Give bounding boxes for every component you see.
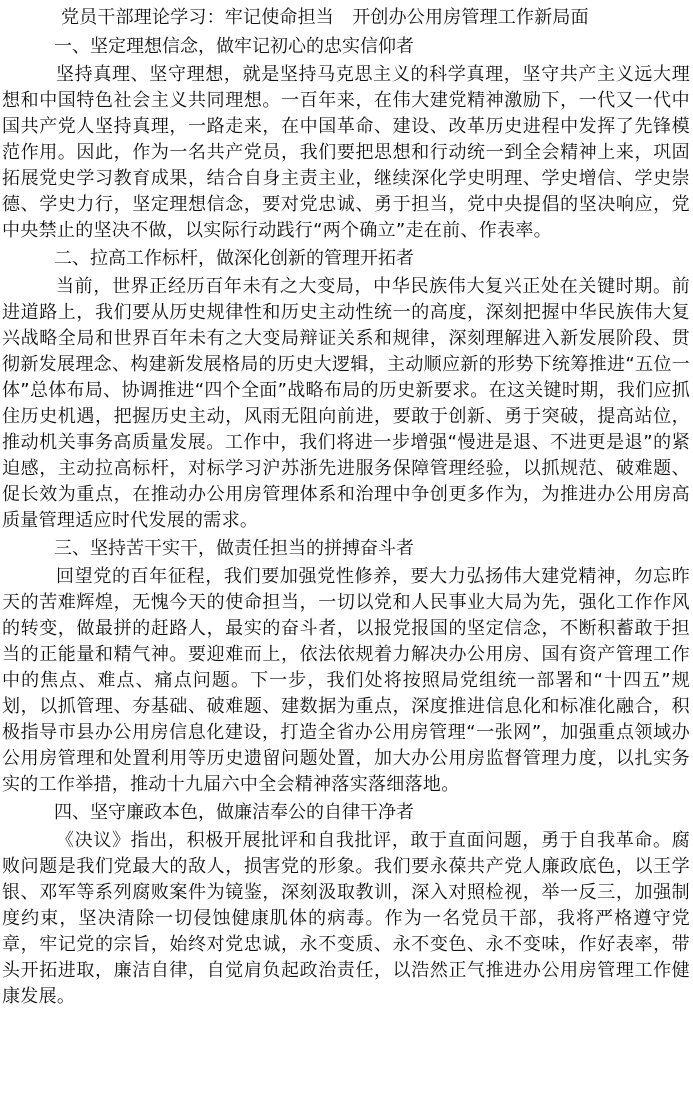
section-heading: 一、坚定理想信念，做牢记初心的忠实信仰者: [54, 36, 414, 57]
section-paragraph: 回望党的百年征程，我们要加强党性修养，要大力弘扬伟大建党精神，勿忘昨天的苦难辉煌，无愧今天的使命担当，一切以党和人民事业大局为先，强化工作作风的转变，做最拼的赶路人，最实的奋斗者，以报党报国的坚定信念，不断积蓄敢于担当的正能量和精气神。要迎难而上，依法依规着力解决办公用房、国有资产管理工作中的焦点、难点、痛点问题。下一步，我们处将按照局党组统一部署和“十四五”规划，以抓管理、夯基础、破难题、建数据为重点，深度推进信息化和标准化融合，积极指导市县办公用房信息化建设，打造全省办公用房管理“一张网”，加强重点领域办公用房管理和处置利用等历史遗留问题处置，加大办公用房监督管理力度，以扎实务实的工作举措，推动十九届六中全会精神落实落细落地。: [2, 566, 690, 795]
section-heading: 三、坚持苦干实干，做责任担当的拼搏奋斗者: [54, 538, 414, 559]
section-heading: 二、拉高工作标杆，做深化创新的管理开拓者: [54, 248, 414, 269]
section-3: [2, 534, 690, 798]
section-4: [2, 798, 690, 1010]
document: [2, 4, 690, 1010]
section-2: [2, 244, 690, 534]
section-paragraph: 当前，世界正经历百年未有之大变局，中华民族伟大复兴正处在关键时期。前进道路上，我们要从历史规律性和历史主动性统一的高度，深刻把握中华民族伟大复兴战略全局和世界百年未有之大变局辩证关系和规律，深刻理解进入新发展阶段、贯彻新发展理念、构建新发展格局的历史大逻辑，主动顺应新的形势下统筹推进“五位一体”总体布局、协调推进“四个全面”战略布局的历史新要求。在这关键时期，我们应抓住历史机遇，把握历史主动，风雨无阻向前进，要敢于创新、勇于突破，提高站位，推动机关事务高质量发展。工作中，我们将进一步增强“慢进是退、不进更是退”的紧迫感，主动拉高标杆，对标学习沪苏浙先进服务保障管理经验，以抓规范、破难题、促长效为重点，在推动办公用房管理体系和治理中争创更多作为，为推进办公用房高质量管理适应时代发展的需求。: [2, 276, 690, 531]
section-1: [2, 32, 690, 244]
section-paragraph: 坚持真理、坚守理想，就是坚持马克思主义的科学真理，坚守共产主义远大理想和中国特色社会主义共同理想。一百年来，在伟大建党精神激励下，一代又一代中国共产党人坚持真理，一路走来，在中国革命、建设、改革历史进程中发挥了先锋模范作用。因此，作为一名共产党员，我们要把思想和行动统一到全会精神上来，巩固拓展党史学习教育成果，结合自身主责主业，继续深化学史明理、学史增信、学史崇德、学史力行，坚定理想信念，要对党忠诚、勇于担当，党中央提倡的坚决响应，党中央禁止的坚决不做，以实际行动践行“两个确立”走在前、作表率。: [2, 64, 690, 241]
document-title: 党员干部理论学习：牢记使命担当 开创办公用房管理工作新局面: [61, 7, 589, 28]
section-heading: 四、坚守廉政本色，做廉洁奉公的自律干净者: [54, 802, 414, 823]
section-paragraph: 《决议》指出，积极开展批评和自我批评，敢于直面问题，勇于自我革命。腐败问题是我们党最大的敌人，损害党的形象。我们要永葆共产党人廉政底色，以王学银、邓军等系列腐败案件为镜鉴，深刻汲取教训，深入对照检视，举一反三，加强制度约束，坚决清除一切侵蚀健康肌体的病毒。作为一名党员干部，我将严格遵守党章，牢记党的宗旨，始终对党忠诚，永不变质、永不变色、永不变味，作好表率，带头开拓进取，廉洁自律，自觉肩负起政治责任，以浩然正气推进办公用房管理工作健康发展。: [2, 830, 690, 1007]
